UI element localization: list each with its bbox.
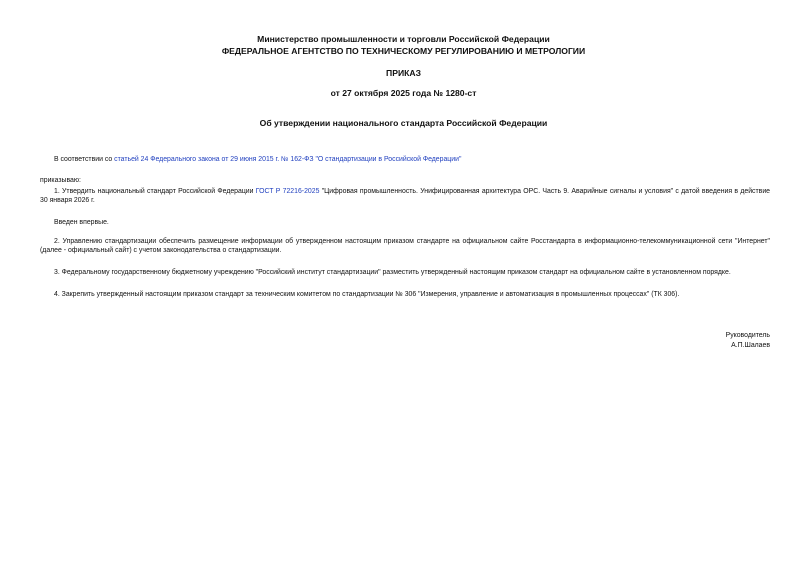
first-time-note: Введен впервые. [54, 219, 109, 226]
item-3: 3. Федеральному государственному бюджетному учреждению "Российский институт стандартизации" разместить утвержденный настоящим приказом стандарт на официальном сайте в установленном порядке. [54, 269, 731, 276]
order-word: приказываю: [40, 177, 81, 184]
item-1-suffix: "Цифровая промышленность. Унифицированная архитектура OPC. Часть 9. Аварийные сигналы и условия" с датой введения в действие 30 января 2026 г. [40, 188, 770, 205]
law-link[interactable]: статьей 24 Федерального закона от 29 июня 2015 г. № 162-ФЗ "О стандартизации в Российской Федерации" [114, 156, 462, 163]
preamble-prefix: В соответствии со [54, 156, 115, 163]
doc-subject: Об утверждении национального стандарта Российской Федерации [259, 118, 548, 128]
doc-type: ПРИКАЗ [386, 68, 421, 78]
ministry-name: Министерство промышленности и торговли Российской Федерации [257, 34, 550, 44]
signature-position: Руководитель [725, 332, 770, 339]
agency-name: ФЕДЕРАЛЬНОЕ АГЕНТСТВО ПО ТЕХНИЧЕСКОМУ РЕГУЛИРОВАНИЮ И МЕТРОЛОГИИ [221, 46, 586, 56]
item-1-prefix: 1. Утвердить национальный стандарт Российской Федерации [54, 188, 256, 195]
item-2: 2. Управлению стандартизации обеспечить размещение информации об утвержденном настоящим приказом стандарте на официальном сайте Росстандарта в информационно-телекоммуникационной сети "Интернет" (далее - официальный сайт) с учетом законодательства о стандартизации. [40, 238, 770, 255]
gost-link[interactable]: ГОСТ Р 72216-2025 [255, 188, 320, 195]
item-1 [40, 187, 770, 206]
signature-name: А.П.Шалаев [731, 342, 770, 349]
preamble [54, 155, 461, 164]
date-number: от 27 октября 2025 года № 1280-ст [330, 88, 477, 98]
item-4: 4. Закрепить утвержденный настоящим приказом стандарт за техническим комитетом по стандартизации № 306 "Измерения, управление и автоматизация в промышленных процессах" (ТК 306). [54, 291, 680, 298]
